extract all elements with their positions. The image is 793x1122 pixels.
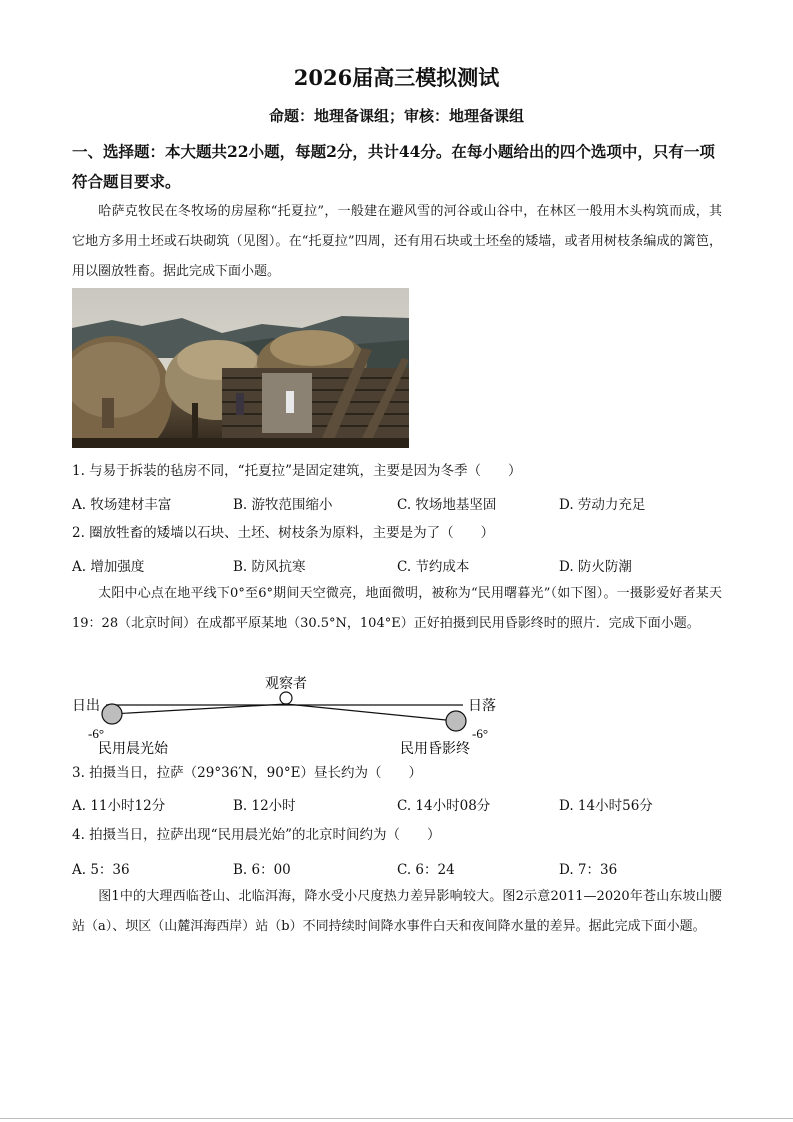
angle-left-label: -6° (88, 726, 105, 741)
page-title: 2026届高三模拟测试 (293, 65, 500, 90)
twilight-diagram (68, 672, 508, 764)
sunset-label: 日落 (468, 699, 496, 714)
q1-option-b[interactable]: B. 游牧范围缩小 (233, 497, 333, 513)
q3-option-c[interactable]: C. 14小时08分 (397, 798, 491, 814)
dusk-sun-icon (446, 711, 466, 731)
q4-option-a[interactable]: A. 5：36 (72, 862, 130, 878)
q2-option-d[interactable]: D. 防火防潮 (559, 559, 632, 575)
passage-3-text: 图1中的大理西临苍山、北临洱海，降水受小尺度热力差异影响较大。图2示意2011—2020年苍山东坡山腰站（a）、坝区（山麓洱海西岸）站（b）不同持续时间降水事件白天和夜间降水量的差异。据此完成下面小题。 (72, 889, 722, 934)
observer-label: 观察者 (265, 677, 307, 692)
question-1-stem: 1. 与易于拆装的毡房不同，“托夏拉”是固定建筑，主要是因为冬季（ ） (72, 463, 522, 479)
q4-option-d[interactable]: D. 7：36 (559, 862, 618, 878)
passage-3 (72, 882, 722, 942)
sunrise-label: 日出 (72, 699, 100, 714)
question-3-stem: 3. 拍摄当日，拉萨（29°36′N，90°E）昼长约为（ ） (72, 765, 422, 781)
passage-2 (72, 579, 722, 639)
observer-icon (280, 692, 292, 704)
q3-option-b[interactable]: B. 12小时 (233, 798, 296, 814)
passage-2-text: 太阳中心点在地平线下0°至6°期间天空微亮，地面微明，被称为“民用曙暮光”（如下图）。一摄影爱好者某天19：28（北京时间）在成都平原某地（30.5°N，104°E）正好拍摄到民用昏影终时的照片．完成下面小题。 (72, 586, 722, 631)
q1-option-d[interactable]: D. 劳动力充足 (559, 497, 646, 513)
q2-option-b[interactable]: B. 防风抗寒 (233, 559, 306, 575)
q2-option-a[interactable]: A. 增加强度 (72, 559, 145, 575)
dawn-sun-icon (102, 704, 122, 724)
passage-1-text: 哈萨克牧民在冬牧场的房屋称“托夏拉”，一般建在避风雪的河谷或山谷中，在林区一般用木头构筑而成，其它地方多用土坯或石块砌筑（见图）。在“托夏拉”四周，还有用石块或土坯垒的矮墙，或者用树枝条编成的篱笆，用以圈放牲畜。据此完成下面小题。 (72, 204, 722, 279)
section-heading: 一、选择题：本大题共22小题，每题2分，共计44分。在每小题给出的四个选项中，只有一项符合题目要求。 (72, 142, 715, 191)
question-2-stem: 2. 圈放牲畜的矮墙以石块、土坯、树枝条为原料，主要是为了（ ） (72, 525, 495, 541)
q1-option-c[interactable]: C. 牧场地基坚固 (397, 497, 497, 513)
q3-option-d[interactable]: D. 14小时56分 (559, 798, 653, 814)
q3-option-a[interactable]: A. 11小时12分 (72, 798, 166, 814)
dusk-label: 民用昏影终 (400, 742, 470, 757)
dusk-sightline (286, 704, 456, 721)
page-bottom-rule (0, 1118, 793, 1119)
q4-option-b[interactable]: B. 6：00 (233, 862, 291, 878)
winter-house-photo (72, 288, 409, 448)
q1-option-a[interactable]: A. 牧场建材丰富 (72, 497, 172, 513)
dawn-label: 民用晨光始 (98, 742, 168, 757)
q4-option-c[interactable]: C. 6：24 (397, 862, 455, 878)
angle-right-label: -6° (472, 726, 489, 741)
question-4-stem: 4. 拍摄当日，拉萨出现“民用晨光始”的北京时间约为（ ） (72, 827, 441, 843)
q2-option-c[interactable]: C. 节约成本 (397, 559, 470, 575)
page-subtitle: 命题：地理备课组；审核：地理备课组 (268, 107, 524, 125)
passage-1 (72, 197, 722, 287)
